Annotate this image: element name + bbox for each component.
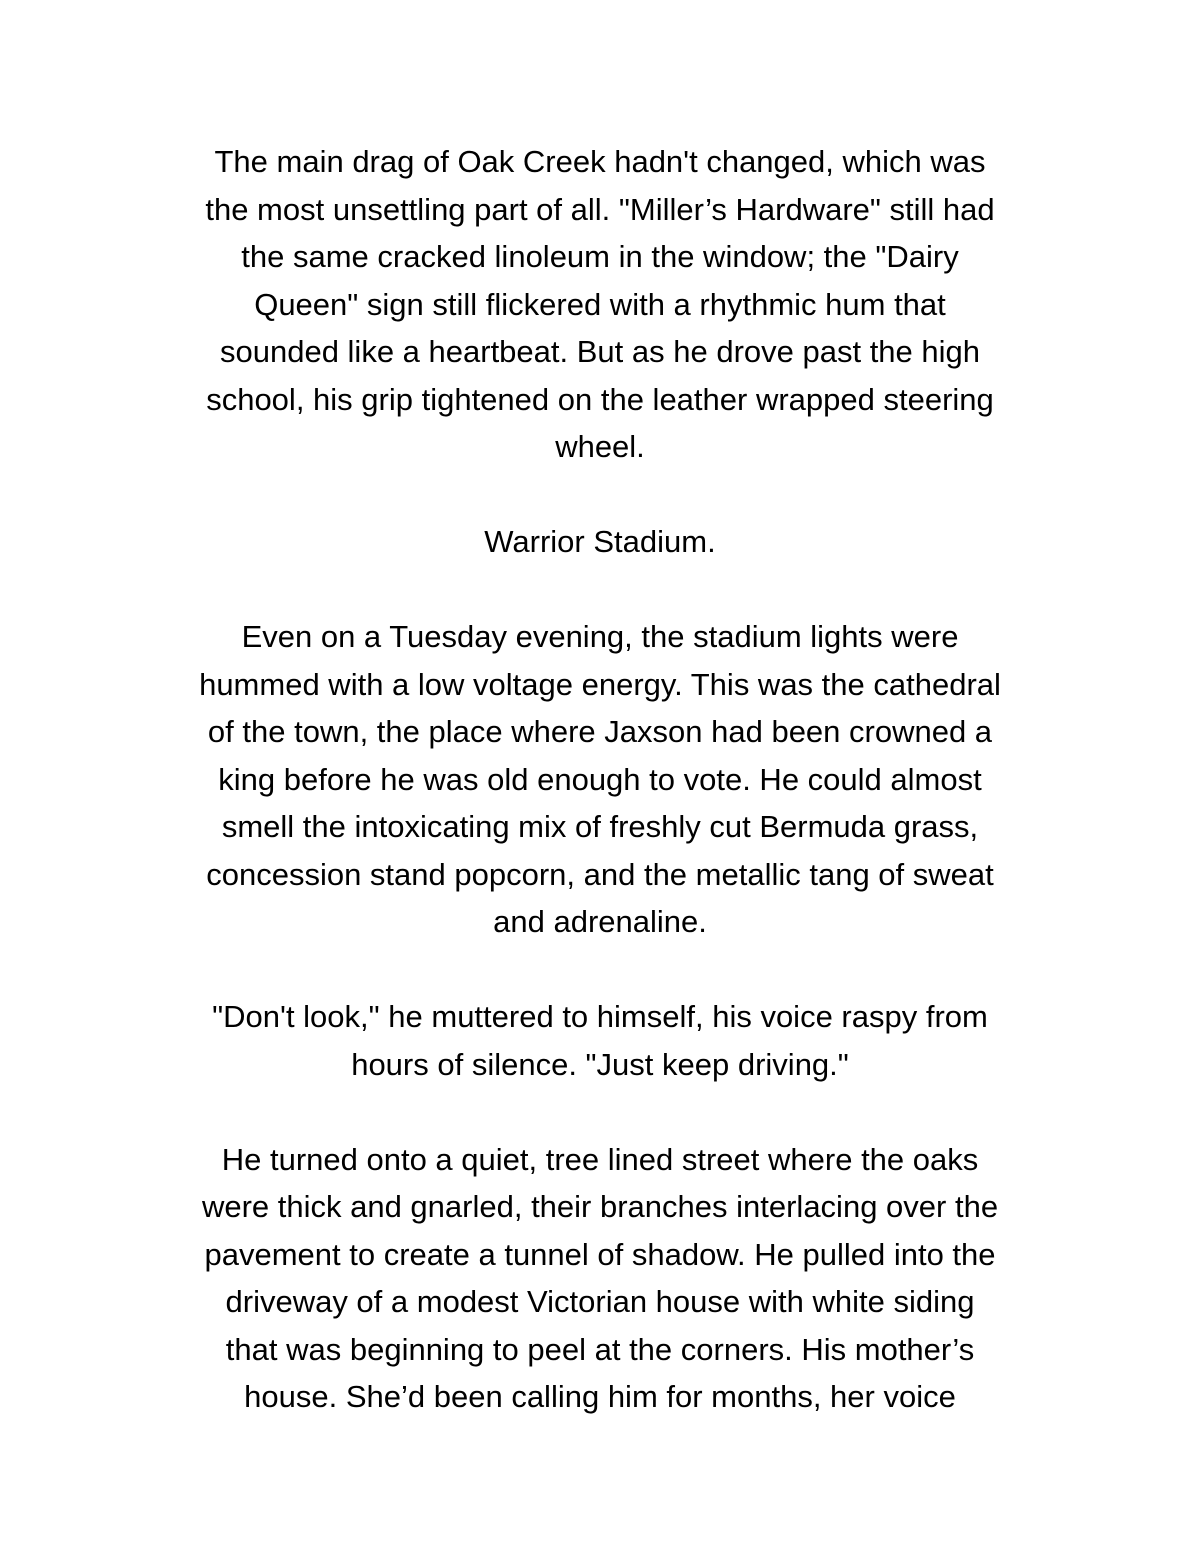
text-line: of the town, the place where Jaxson had been crowned a bbox=[207, 714, 993, 749]
text-line: the same cracked linoleum in the window; the "Dairy bbox=[241, 239, 959, 274]
text-line: The main drag of Oak Creek hadn't changed, which was bbox=[214, 144, 986, 179]
text-line: the most unsettling part of all. "Miller’s Hardware" still had bbox=[205, 191, 995, 227]
text-line: pavement to create a tunnel of shadow. He pulled into the bbox=[204, 1236, 996, 1272]
text-line: smell the intoxicating mix of freshly cut Bermuda grass, bbox=[221, 809, 979, 844]
text-line: hours of silence. "Just keep driving." bbox=[351, 1046, 849, 1082]
text-line: wheel. bbox=[555, 429, 645, 464]
text-line: school, his grip tightened on the leather wrapped steering bbox=[206, 381, 994, 417]
text-line: Queen" sign still flickered with a rhythmic hum that bbox=[254, 286, 946, 322]
paragraph-stadium-lights bbox=[130, 613, 1070, 946]
text-line: and adrenaline. bbox=[493, 904, 707, 939]
text-line: king before he was old enough to vote. He could almost bbox=[218, 761, 982, 797]
paragraph-main-drag bbox=[130, 138, 1070, 471]
text-line: house. She’d been calling him for months, her voice bbox=[244, 1379, 956, 1414]
text-line: sounded like a heartbeat. But as he drove past the high bbox=[219, 334, 981, 369]
text-line: hummed with a low voltage energy. This was the cathedral bbox=[199, 666, 1001, 702]
text-line: were thick and gnarled, their branches interlacing over the bbox=[201, 1189, 999, 1224]
paragraph-warrior-stadium bbox=[130, 518, 1070, 566]
paragraph-mothers-house bbox=[130, 1136, 1070, 1421]
text-line: Even on a Tuesday evening, the stadium lights were bbox=[241, 619, 959, 654]
text-line: driveway of a modest Victorian house with white siding bbox=[225, 1284, 975, 1319]
text-line: He turned onto a quiet, tree lined street where the oaks bbox=[221, 1141, 979, 1177]
document-body bbox=[130, 138, 1070, 1468]
text-line: concession stand popcorn, and the metallic tang of sweat bbox=[206, 856, 994, 892]
paragraph-dont-look bbox=[130, 993, 1070, 1088]
text-line: "Don't look," he muttered to himself, his voice raspy from bbox=[212, 999, 988, 1034]
text-line: Warrior Stadium. bbox=[484, 524, 716, 559]
text-line: that was beginning to peel at the corners. His mother’s bbox=[225, 1331, 975, 1367]
